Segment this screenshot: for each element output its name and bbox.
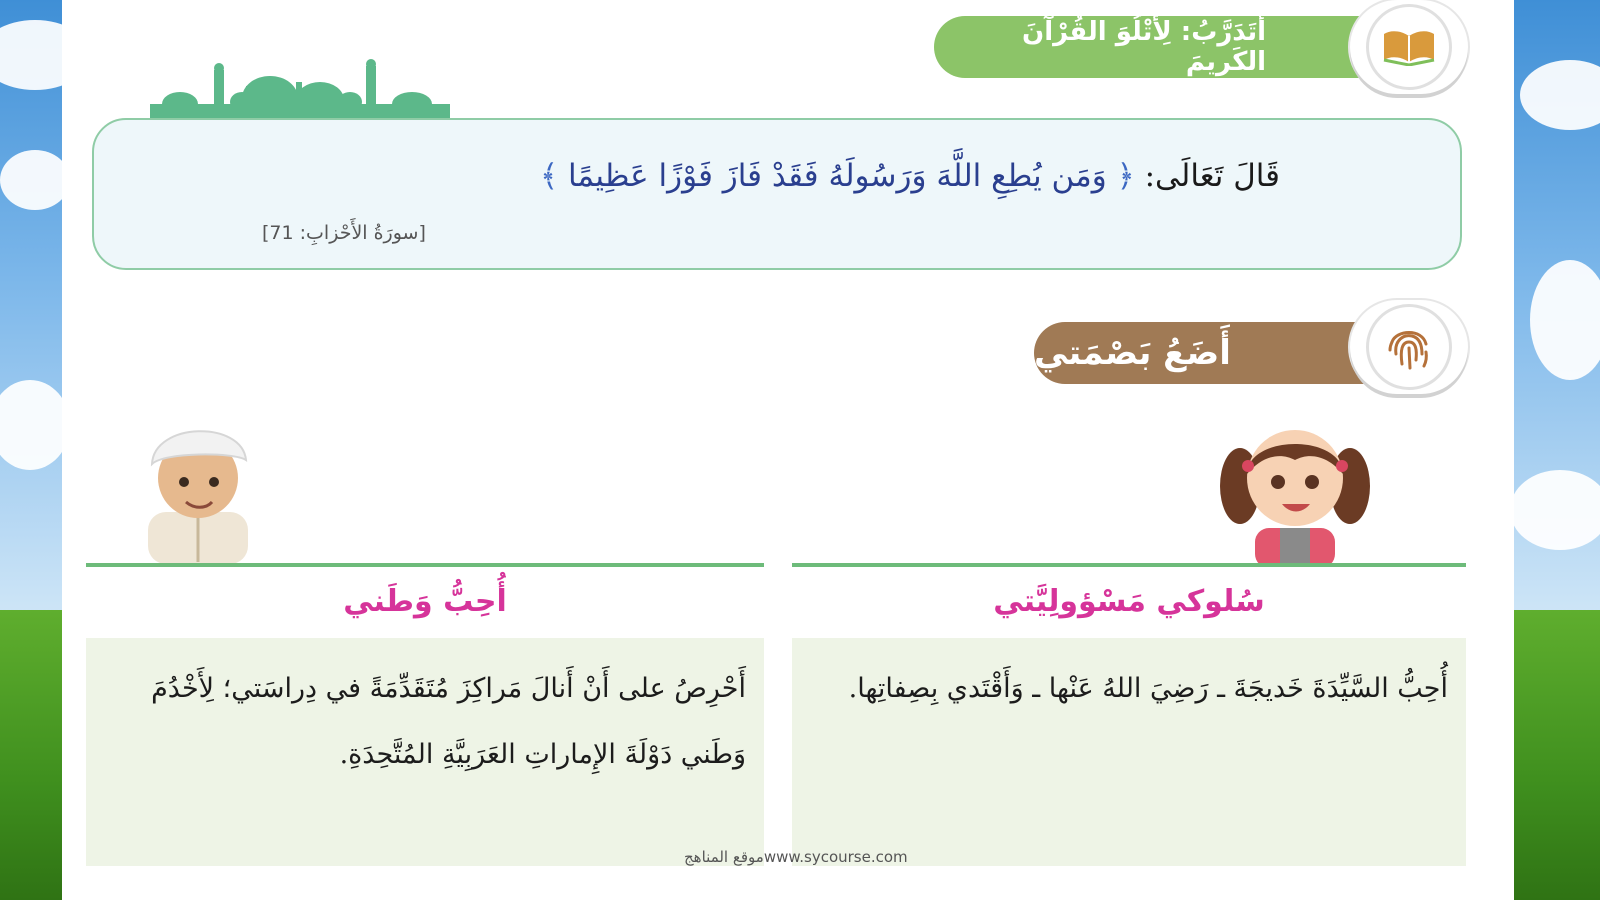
right-column-title: سُلوكي مَسْؤولِيَّتي (993, 584, 1265, 619)
verse-source: [سورَةُ الأَحْزابِ: 71] (262, 222, 426, 244)
left-column-divider (86, 563, 764, 567)
boy-illustration (134, 412, 264, 567)
verse-intro: قَالَ تَعَالَى: (1144, 158, 1280, 194)
mosque-silhouette (150, 56, 450, 120)
section-title-pill (1034, 322, 1394, 384)
practice-title-pill (934, 16, 1394, 78)
verse-open-bracket: ﴿ (1116, 158, 1135, 194)
cloud (1530, 260, 1600, 380)
quran-verse (540, 158, 1280, 194)
section-title: أَضَعُ بَصْمَتي (1034, 333, 1231, 373)
right-column-text: أُحِبُّ السَّيِّدَةَ خَديجَةَ ـ رَضِيَ اللهُ عَنْها ـ وَأَقْتَدي بِصِفاتِها. (792, 638, 1466, 866)
cloud (0, 150, 70, 210)
section-badge (1350, 300, 1468, 394)
footer-watermark: موقع المناهجwww.sycourse.com (684, 848, 908, 866)
right-column-divider (792, 563, 1466, 567)
left-column-text: أَحْرِصُ على أَنْ أَنالَ مَراكِزَ مُتَقَدِّمَةً في دِراسَتي؛ لِأَخْدُمَ وَطَني دَوْلَةَ الإِماراتِ العَرَبِيَّةِ المُتَّحِدَةِ. (86, 638, 764, 866)
fingerprint-icon (1366, 304, 1452, 390)
verse-text: وَمَن يُطِعِ اللَّهَ وَرَسُولَهُ فَقَدْ فَازَ فَوْزًا عَظِيمًا (567, 158, 1107, 194)
left-column-title: أُحِبُّ وَطَني (343, 584, 507, 619)
verse-close-bracket: ﴾ (539, 158, 559, 194)
practice-title: أَتَدَرَّبُ: لِأَتْلُوَ القُرْآنَ الكَريمَ (1022, 17, 1266, 77)
quran-verse-frame (92, 118, 1462, 270)
open-quran-icon (1366, 4, 1452, 90)
girl-illustration (1210, 416, 1380, 566)
cloud (1510, 470, 1600, 550)
practice-badge (1350, 0, 1468, 94)
